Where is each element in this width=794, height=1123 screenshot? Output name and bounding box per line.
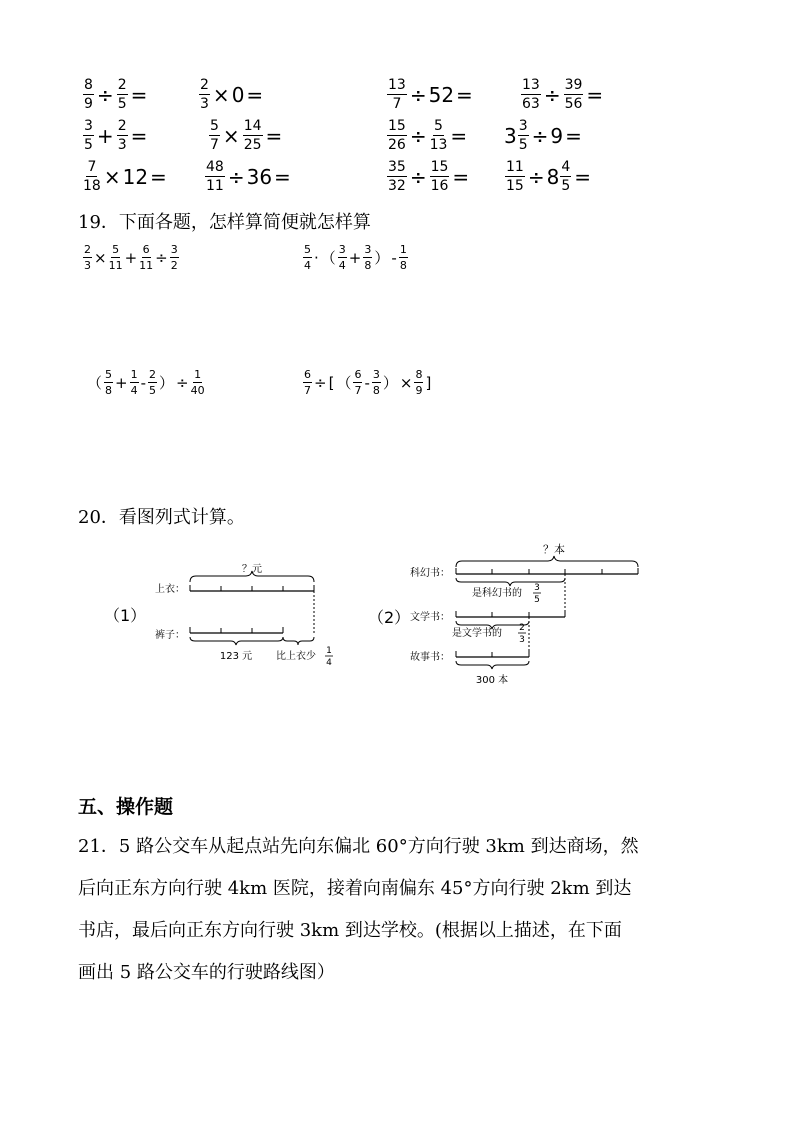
expr-r1-c: $\frac{13}{7}$ ÷ 52 =	[388, 77, 473, 112]
brace	[456, 661, 529, 669]
fraction: $\frac{15}{16}$	[430, 159, 449, 194]
expr-r2-d: 3 $\frac{3}{5}$ ÷ 9 =	[504, 118, 582, 153]
fraction-numerator: 2	[519, 623, 525, 633]
fraction: $\frac{6}{7}$	[354, 368, 362, 397]
row-label-pants: 裤子：	[155, 630, 185, 641]
expr-r2-c: $\frac{15}{26}$ ÷ $\frac{5}{13}$ =	[388, 118, 468, 153]
expr-r3-b: $\frac{48}{11}$ ÷ 36 =	[206, 159, 291, 194]
fraction: $\frac{2}{3}$	[84, 243, 91, 272]
fraction: $\frac{5}{11}$	[108, 243, 123, 272]
q21-line-4: 画出 5 路公交车的行驶路线图）	[78, 962, 335, 983]
note-scifi: 是科幻书的	[472, 588, 522, 599]
small-brace	[283, 637, 314, 645]
fraction-denominator: 5	[534, 595, 540, 605]
q19-expr-1: $\frac{2}{3}$ × $\frac{5}{11}$ + $\frac{6}{11}$ ÷ $\frac{3}{2}$	[84, 243, 178, 272]
fraction: $\frac{14}{25}$	[243, 118, 262, 153]
q21-line-1: 21．5 路公交车从起点站先向东偏北 60°方向行驶 3km 到达商场，然	[78, 836, 639, 857]
fraction: $\frac{5}{4}$	[304, 243, 311, 272]
diagram-2	[364, 538, 644, 688]
q19-expr-2: $\frac{5}{4}$ · （ $\frac{3}{4}$ + $\frac{3}{8}$ ） - $\frac{1}{8}$	[304, 243, 407, 272]
expr-r1-d: $\frac{13}{63}$ ÷ $\frac{39}{56}$ =	[522, 77, 604, 112]
row-label-story: 故事书：	[410, 652, 450, 663]
brace	[456, 578, 565, 586]
fraction: $\frac{5}{13}$	[429, 118, 448, 153]
fraction: $\frac{48}{11}$	[206, 159, 224, 194]
diagram-2-total-label: ？本	[543, 543, 565, 556]
diagram-1	[100, 555, 350, 675]
fraction: $\frac{15}{26}$	[388, 118, 406, 153]
note-literature: 是文学书的	[452, 628, 502, 639]
pants-price-label: 123 元	[219, 651, 253, 662]
less-than-label: 比上衣少	[276, 651, 316, 662]
q20-title: 20．看图列式计算。	[78, 507, 245, 528]
fraction: $\frac{39}{56}$	[564, 77, 583, 112]
fraction: $\frac{7}{18}$	[83, 159, 101, 194]
fraction: $\frac{5}{8}$	[105, 368, 113, 397]
expr-r1-b: $\frac{2}{3}$ × 0 =	[200, 77, 264, 112]
expr-r2-b: $\frac{5}{7}$ × $\frac{14}{25}$ =	[210, 118, 283, 153]
fraction: $\frac{1}{40}$	[190, 368, 205, 397]
top-brace	[190, 571, 314, 582]
q21-line-2: 后向正东方向行驶 4km 医院，接着向南偏东 45°方向行驶 2km 到达	[78, 878, 632, 899]
story-count-label: 300 本	[475, 675, 509, 686]
fraction-denominator: 3	[519, 635, 525, 645]
fraction-denominator: 4	[326, 658, 332, 668]
fraction: $\frac{35}{32}$	[388, 159, 406, 194]
fraction: $\frac{8}{9}$	[415, 368, 423, 397]
expr-r3-c: $\frac{35}{32}$ ÷ $\frac{15}{16}$ =	[388, 159, 470, 194]
expr-r3-a: $\frac{7}{18}$ × 12 =	[83, 159, 167, 194]
diagram-2-number: （2）	[368, 608, 411, 627]
fraction: $\frac{2}{5}$	[149, 368, 157, 397]
fraction: $\frac{1}{8}$	[399, 243, 407, 272]
fraction: $\frac{6}{7}$	[304, 368, 311, 397]
diagram-1-number: （1）	[104, 606, 147, 625]
expr-r3-d: $\frac{11}{15}$ ÷ 8 $\frac{4}{5}$ =	[506, 159, 592, 194]
expr-r2-a: $\frac{3}{5}$ + $\frac{2}{3}$ =	[84, 118, 148, 153]
fraction: $\frac{5}{7}$	[210, 118, 219, 153]
row-label-literature: 文学书：	[410, 612, 450, 623]
fraction: $\frac{13}{7}$	[388, 77, 406, 112]
diagram-1-total-label: ？元	[242, 564, 262, 575]
fraction: $\frac{3}{5}$	[518, 118, 528, 153]
fraction: $\frac{3}{8}$	[372, 368, 380, 397]
fraction: $\frac{8}{9}$	[84, 77, 93, 112]
q19-title: 19．下面各题，怎样算简便就怎样算	[78, 212, 371, 233]
top-brace	[456, 556, 638, 567]
row-label-shirt: 上衣：	[155, 584, 185, 595]
fraction: $\frac{3}{8}$	[364, 243, 372, 272]
q19-expr-4: $\frac{6}{7}$ ÷ [ （ $\frac{6}{7}$ - $\frac{3}{8}$ ） × $\frac{8}{9}$ ]	[304, 368, 432, 397]
q21-text	[78, 826, 718, 994]
fraction: $\frac{2}{5}$	[117, 77, 127, 112]
fraction-numerator: 3	[534, 583, 540, 593]
bottom-brace	[190, 637, 283, 645]
fraction: $\frac{3}{4}$	[338, 243, 346, 272]
section-title: 五、操作题	[78, 796, 174, 818]
fraction: $\frac{11}{15}$	[506, 159, 524, 194]
fraction: $\frac{4}{5}$	[561, 159, 571, 194]
fraction: $\frac{6}{11}$	[139, 243, 154, 272]
q21-line-3: 书店，最后向正东方向行驶 3km 到达学校。(根据以上描述，在下面	[78, 920, 622, 941]
q19-expr-3: （ $\frac{5}{8}$ + $\frac{1}{4}$ - $\frac{2}{5}$ ） ÷ $\frac{1}{40}$	[87, 368, 205, 397]
fraction: $\frac{2}{3}$	[117, 118, 127, 153]
expr-r1-a: $\frac{8}{9}$ ÷ $\frac{2}{5}$ =	[84, 77, 148, 112]
fraction-numerator: 1	[326, 646, 332, 656]
row-label-scifi: 科幻书：	[410, 568, 450, 579]
fraction: $\frac{13}{63}$	[522, 77, 540, 112]
fraction: $\frac{1}{4}$	[130, 368, 138, 397]
fraction: $\frac{2}{3}$	[200, 77, 209, 112]
fraction: $\frac{3}{2}$	[170, 243, 178, 272]
fraction: $\frac{3}{5}$	[84, 118, 93, 153]
